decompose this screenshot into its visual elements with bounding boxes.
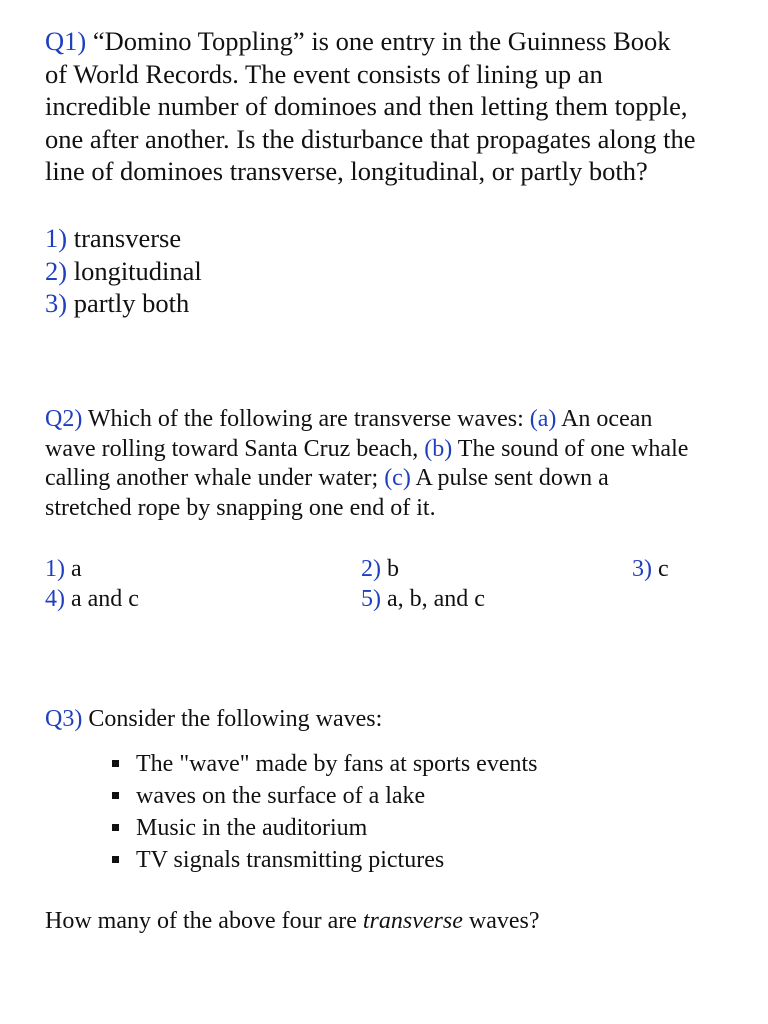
marker-a: (a)	[529, 406, 557, 432]
question-3-intro: Consider the following waves:	[88, 706, 383, 732]
question-2-option-5[interactable]: 5) a, b, and c	[361, 586, 485, 612]
question-1-line: incredible number of dominoes and then letting them topple,	[45, 91, 688, 121]
question-2-line: stretched rope by snapping one end of it.	[45, 494, 436, 521]
list-item: waves on the surface of a lake	[110, 780, 537, 812]
question-1-option-1[interactable]: 1) transverse	[45, 223, 182, 253]
question-2-option-4[interactable]: 4) a and c	[45, 586, 139, 612]
question-1-line: of World Records. The event consists of lining up an	[45, 58, 603, 89]
question-2-line: wave rolling toward Santa Cruz beach, (b) The sound of one whale	[45, 435, 689, 462]
square-bullet-icon	[112, 824, 119, 831]
question-3	[45, 705, 382, 735]
square-bullet-icon	[112, 792, 119, 799]
square-bullet-icon	[112, 856, 119, 863]
question-1-line: Q1) “Domino Toppling” is one entry in the Guinness Book	[45, 26, 671, 56]
question-2-option-3[interactable]: 3) c	[632, 556, 669, 582]
marker-b: (b)	[424, 435, 453, 462]
question-2-option-2[interactable]: 2) b	[361, 556, 399, 582]
question-3-prompt: How many of the above four are transverse waves?	[45, 908, 540, 934]
question-1-option-3[interactable]: 3) partly both	[45, 288, 190, 318]
question-1-line: line of dominoes transverse, longitudinal, or partly both?	[45, 156, 648, 186]
question-2-option-1[interactable]: 1) a	[45, 556, 82, 582]
emphasis-transverse: transverse	[362, 908, 463, 934]
question-1-option-2[interactable]: 2) longitudinal	[45, 255, 202, 286]
question-3-label: Q3)	[45, 706, 83, 732]
question-3-list	[110, 748, 537, 876]
question-2	[45, 405, 745, 523]
square-bullet-icon	[112, 760, 119, 767]
list-item: Music in the auditorium	[110, 812, 537, 844]
question-1-label: Q1)	[45, 26, 87, 56]
question-1-line: one after another. Is the disturbance that propagates along the	[45, 123, 696, 154]
question-1	[45, 25, 745, 188]
list-item: The "wave" made by fans at sports events	[110, 748, 537, 780]
question-2-line: calling another whale under water; (c) A pulse sent down a	[45, 465, 609, 491]
list-item: TV signals transmitting pictures	[110, 844, 537, 876]
marker-c: (c)	[384, 465, 411, 491]
question-2-label: Q2)	[45, 406, 83, 432]
question-2-line: Q2) Which of the following are transverse waves: (a) An ocean	[45, 406, 653, 432]
question-1-options	[45, 222, 202, 320]
